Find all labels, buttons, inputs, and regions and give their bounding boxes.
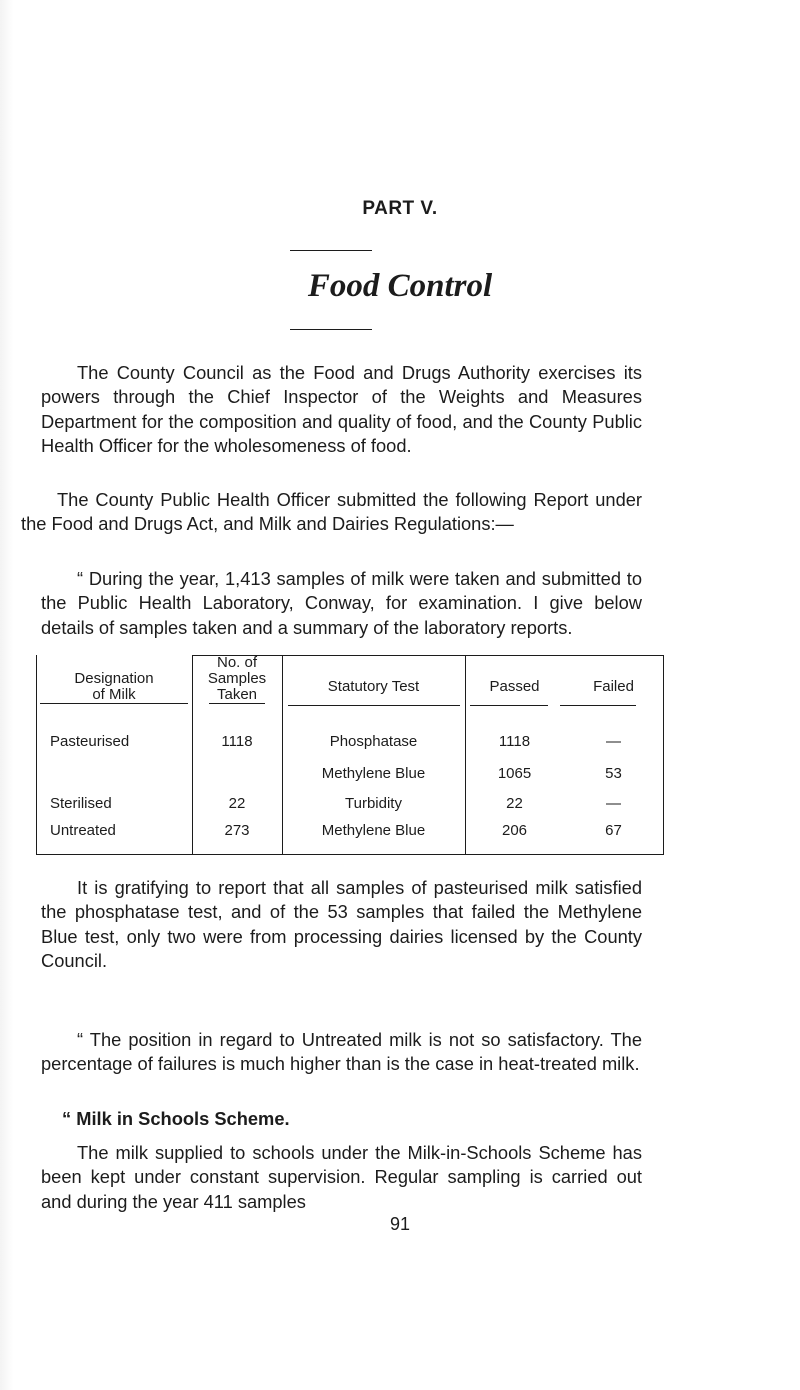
cell-test: Methylene Blue [321,822,426,839]
gratifying-paragraph: It is gratifying to report that all samples of pasteurised milk satisfied the phosphatase test, and of the 53 samples that failed the Methylene Blue test, only two were from processing dairies licensed by the County Council. [41,877,642,972]
quote-paragraph: “ During the year, 1,413 samples of milk were taken and submitted to the Public Health Laboratory, Conway, for examination. I give below details of samples taken and a summary of the laboratory reports. [41,568,642,638]
cell-samples: 273 [224,822,250,839]
title-bottom-rule [290,329,372,330]
page-number: 91 [389,1214,411,1234]
cell-passed: 206 [501,822,528,839]
cell-failed: — [606,795,621,812]
cell-passed: 1118 [498,733,531,750]
header-underline-test [288,705,460,706]
cell-designation: Untreated [50,822,116,839]
cell-designation: Pasteurised [50,733,130,750]
untreated-paragraph: “ The position in regard to Untreated milk is not so satisfactory. The percentage of failures is much higher than is the case in heat-treated milk. [41,1029,642,1075]
milk-samples-table [36,655,664,855]
header-underline-passed [470,705,548,706]
title-top-rule [290,250,372,251]
cell-samples: 1118 [221,733,253,750]
cell-passed: 1065 [497,765,532,782]
cell-passed: 22 [506,795,523,812]
header-underline-samples [209,703,265,704]
cell-failed: 53 [605,765,622,782]
header-passed: Passed [489,678,540,695]
page-title: Food Control [307,268,493,304]
header-underline-failed [560,705,636,706]
header-underline-designation [40,703,188,704]
cell-failed: — [606,733,621,750]
table-right-border [663,655,664,855]
header-designation: Designation of Milk [74,670,154,703]
header-samples: No. of Samples Taken [207,654,267,703]
section-subheading: “ Milk in Schools Scheme. [62,1108,290,1129]
header-statutory-test: Statutory Test [327,678,420,695]
schools-paragraph: The milk supplied to schools under the Milk-in-Schools Scheme has been kept under constant supervision. Regular sampling is carried out and during the year 411 samples [41,1142,642,1212]
report-paragraph: The County Public Health Officer submitted the following Report under the Food and Drugs Act, and Milk and Dairies Regulations:— [21,489,642,535]
cell-test: Turbidity [345,795,402,812]
part-heading: PART V. [362,198,438,219]
cell-designation: Sterilised [50,795,112,812]
cell-failed: 67 [605,822,622,839]
cell-test: Phosphatase [329,733,418,750]
header-failed: Failed [593,678,634,695]
intro-paragraph: The County Council as the Food and Drugs Authority exercises its powers through the Chief Inspector of the Weights and Measures Department for the composition and quality of food, and the County Public Health Officer for the wholesomeness of food. [41,362,642,457]
cell-test: Methylene Blue [321,765,426,782]
table-bottom-rule [36,854,664,855]
cell-samples: 22 [228,795,246,812]
